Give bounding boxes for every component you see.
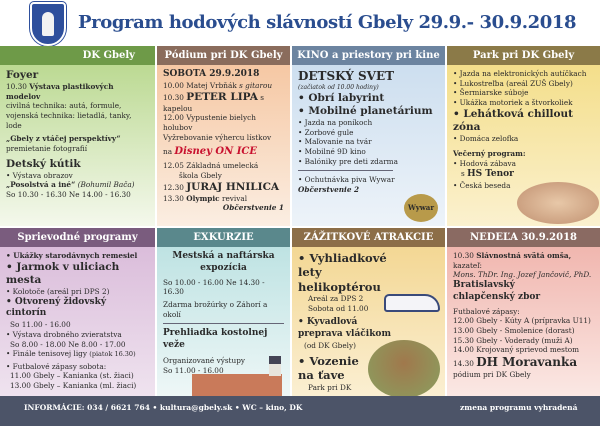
text: s gitarou (239, 80, 273, 90)
section-zazitkove (292, 228, 445, 396)
text: Sobota od 11.00 (308, 303, 369, 313)
section-header: DK Gbely (0, 46, 155, 65)
text: Slávnostná svätá omša, (476, 251, 572, 260)
text: So 11.00 - 16.00 (10, 320, 71, 330)
performer: PETER LIPA (186, 90, 258, 103)
attraction: • Kyvadlová preprava vláčikom (298, 317, 391, 340)
text: Matej Vrbňák (186, 80, 237, 90)
attraction: • Vozenie na ťave (298, 353, 359, 383)
list-item: • Šermiarske súboje (453, 88, 529, 98)
heading: DETSKÝ SVET (298, 69, 395, 83)
list-item: • Finále tenisovej ligy (6, 349, 87, 359)
text: s (461, 168, 465, 178)
performer: Bratislavský chlapčenský zbor (453, 279, 541, 302)
text: na (163, 147, 173, 157)
town-crest-logo (30, 2, 66, 46)
section-header: ZÁŽITKOVÉ ATRAKCIE (292, 228, 445, 247)
time: 10.00 (163, 80, 184, 90)
text: 12.00 Gbely - Kúty A (prípravka U11) (453, 316, 591, 326)
list-item: • Jazda na elektronických autíčkach (453, 69, 587, 78)
list-item: • Hodová zábava (453, 159, 516, 168)
exhibit: „Gbely z vtáčej perspektívy“ (6, 134, 121, 144)
attraction: • Vyhliadkové lety helikoptérou (298, 251, 387, 294)
time: 12.30 (163, 182, 184, 192)
text: 11.00 Gbely – Kanianka (st. žiaci) (10, 371, 134, 381)
text: kazateľ: (453, 260, 483, 270)
heading: Večerný program: (453, 149, 526, 159)
text: Mons. ThDr. Ing. Jozef Jančovič, PhD. (453, 270, 592, 280)
section-kino (292, 46, 445, 226)
list-item: • Jarmok v uliciach mesta (6, 260, 120, 286)
text: s kapelou (163, 92, 264, 113)
text: premietanie fotografií (6, 143, 88, 153)
disney-on-ice-logo: Disney ON ICE (174, 146, 258, 158)
text: So 10.30 - 16.30 Ne 14.00 - 16.30 (6, 189, 131, 199)
divider (298, 170, 393, 171)
text: pódium pri DK Gbely (453, 369, 531, 379)
text: Vyžrebovanie výhercu lístkov (163, 132, 272, 142)
list-item: • Obrí labyrint (298, 91, 385, 104)
heading: Foyer (6, 69, 39, 81)
text: 12.00 Vypustenie bielych holubov (163, 113, 256, 132)
section-park (447, 46, 600, 226)
section-nedela (447, 228, 600, 396)
list-item: • Ukážky starodávnych remesiel (6, 251, 138, 260)
text: Park pri DK (308, 382, 352, 392)
list-item: • Zorbové gule (298, 127, 354, 137)
exhibit: Výstava plastikových modelov (6, 82, 114, 101)
time: 10.30 (6, 82, 27, 92)
text: So 11.00 - 16.00 (163, 365, 224, 375)
list-item: • Lukostreľba (areál ZUŠ Gbely) (453, 78, 573, 88)
list-item: • Otvorený židovský cintorín (6, 296, 107, 319)
list-item: • Výstava drobného zvieratstva (6, 329, 122, 339)
section-header: EXKURZIE (157, 228, 290, 247)
text: Organizované výstupy (163, 356, 245, 365)
text: (od DK Gbely) (304, 341, 356, 351)
text: So 8.00 - 18.00 Ne 8.00 - 17.00 (10, 339, 126, 349)
contact-info: INFORMÁCIE: 034 / 6621 764 • kultura@gbely.sk • WC – kino, DK (24, 403, 303, 412)
section-dk-gbely (0, 46, 155, 226)
text: 13.00 Gbely - Smolenice (dorast) (453, 325, 575, 335)
refreshment-label: Občerstvenie 2 (298, 184, 360, 194)
text: „Posolstvá a iné“ (6, 180, 76, 190)
text: 14.00 Krojovaný sprievod mestom (453, 345, 580, 355)
time: 14.30 (453, 358, 474, 368)
footer (0, 396, 600, 426)
wywar-logo: Wywar (404, 194, 438, 222)
page-title: Program hodových slávností Gbely 29.9.- 30.9.2018 (78, 12, 577, 33)
text: (piatok 16.30) (89, 350, 136, 359)
section-header: NEDEĽA 30.9.2018 (447, 228, 600, 247)
text: (Bohumil Bača) (77, 180, 135, 190)
text: 15.30 Gbely - Voderady (muži A) (453, 335, 573, 345)
heading: Prehliadka kostolnej veže (163, 328, 268, 351)
section-header: Park pri DK Gbely (447, 46, 600, 65)
header (0, 0, 600, 46)
performer: HS Tenor (467, 168, 514, 179)
list-item: • Jazda na poníkoch (298, 118, 373, 128)
section-podium (157, 46, 290, 226)
performer: Olympic (186, 193, 220, 203)
divider (163, 323, 284, 324)
text: So 10.00 - 16.00 Ne 14.30 - 16.30 (163, 277, 265, 297)
list-item: • Ukážka motoriek a štvorkoliek (453, 97, 573, 107)
performer: DH Moravanka (476, 354, 578, 369)
list-item: • Mobilné planetárium (298, 105, 433, 118)
text: Futbalové zápasy: (453, 306, 520, 316)
text: revival (221, 193, 248, 203)
text: škola Gbely (179, 170, 222, 180)
text: Areál za DPS 2 (308, 294, 364, 304)
section-header: Sprievodné programy (0, 228, 155, 247)
section-header: KINO a priestory pri kine (292, 46, 445, 65)
list-item: • Balóniky pre deti zdarma (298, 156, 398, 166)
list-item: • Maľovanie na tvár (298, 137, 372, 147)
time: 10.30 (163, 92, 184, 102)
text: civilná technika: autá, formule, vojenská technika: lietadlá, tanky, lode (6, 101, 132, 130)
heading: SOBOTA 29.9.2018 (163, 69, 260, 79)
list-item: • Česká beseda (453, 180, 511, 190)
heading: Detský kútik (6, 157, 81, 170)
text: Zdarma brožúrky o Záhorí a okolí (163, 300, 268, 319)
section-header: Pódium pri DK Gbely (157, 46, 290, 65)
text: (začiatok od 10.00 hodiny) (298, 84, 379, 91)
section-sprievodne (0, 228, 155, 396)
heading: Mestská a naftárska expozícia (172, 251, 275, 273)
time: 13.30 (163, 193, 184, 203)
list-item: • Domáca zelofka (453, 133, 519, 143)
list-item: • Lehátková chillout zóna (453, 107, 574, 133)
refreshment-label: Občerstvenie 1 (222, 203, 284, 213)
text: • Výstava obrazov (6, 170, 73, 180)
performer: JURAJ HNILICA (186, 180, 280, 193)
text: 13.00 Gbely – Kanianka (ml. žiaci) (10, 381, 137, 390)
list-item: • Kolotoče (areál pri DPS 2) (6, 286, 110, 296)
time: 10.30 (453, 251, 474, 260)
list-item: • Futbalové zápasy sobota: (6, 361, 107, 371)
section-exkurzie (157, 228, 290, 396)
list-item: • Mobilné 9D kino (298, 147, 366, 157)
list-item: • Ochutnávka piva Wywar (298, 175, 395, 185)
text: 12.05 Základná umelecká (163, 161, 259, 171)
disclaimer: zmena programu vyhradená (460, 403, 578, 412)
